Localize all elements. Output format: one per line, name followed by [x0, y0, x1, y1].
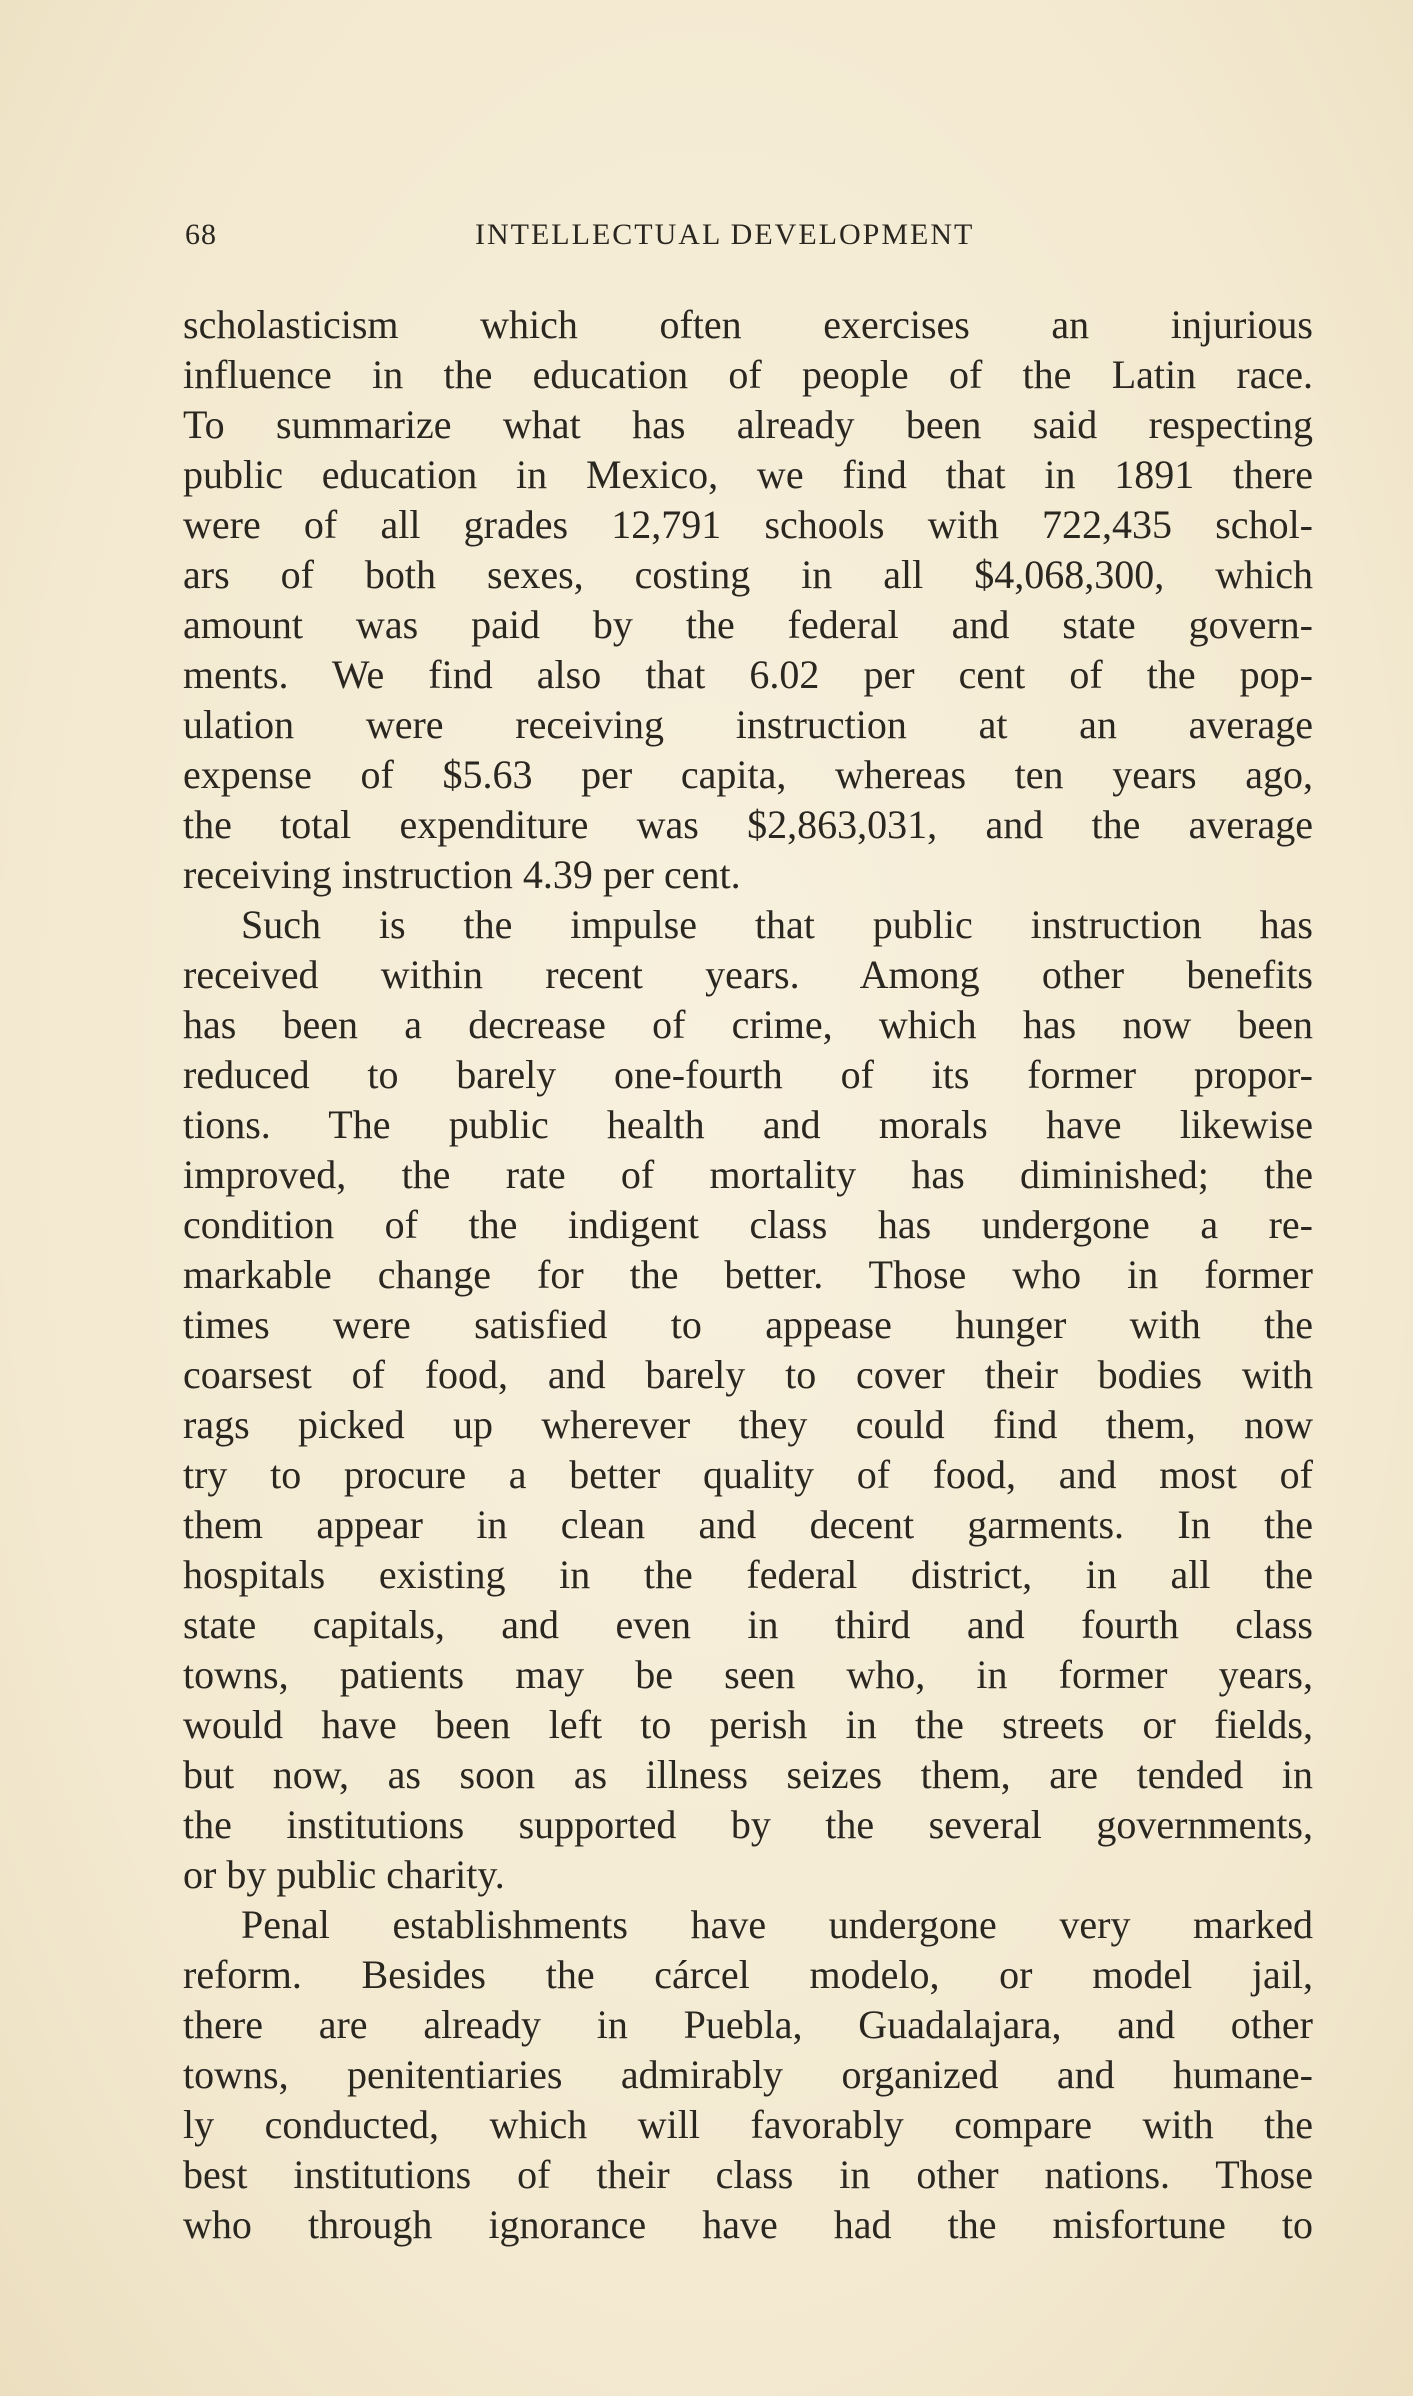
paragraph-end-line: receiving instruction 4.39 per cent.: [183, 852, 741, 897]
text-line: times were satisfied to appease hunger with the: [183, 1302, 1313, 1347]
text-line: who through ignorance have had the misfortune to: [183, 2202, 1313, 2247]
text-line: expense of $5.63 per capita, whereas ten years ago,: [183, 752, 1313, 797]
text-line: tions. The public health and morals have likewise: [183, 1102, 1313, 1147]
text-line: there are already in Puebla, Guadalajara, and other: [183, 2002, 1313, 2047]
text-line: towns, patients may be seen who, in former years,: [183, 1652, 1313, 1697]
text-line: ulation were receiving instruction at an average: [183, 702, 1313, 747]
text-line: To summarize what has already been said respecting: [183, 402, 1313, 447]
text-line: best institutions of their class in other nations. Those: [183, 2152, 1313, 2197]
text-line: would have been left to perish in the streets or fields,: [183, 1702, 1313, 1747]
text-line: rags picked up wherever they could find them, now: [183, 1402, 1313, 1447]
text-line: scholasticism which often exercises an injurious: [183, 302, 1313, 347]
text-line: the total expenditure was $2,863,031, and the average: [183, 802, 1313, 847]
text-line: the institutions supported by the several governments,: [183, 1802, 1313, 1847]
text-line: ments. We find also that 6.02 per cent of the pop-: [183, 652, 1313, 697]
text-line: reduced to barely one-fourth of its former propor-: [183, 1052, 1313, 1097]
paragraph-start-line: Such is the impulse that public instruction has: [241, 902, 1313, 947]
text-line: reform. Besides the cárcel modelo, or model jail,: [183, 1952, 1313, 1997]
body-text: [183, 300, 1313, 2250]
paragraph-end-line: or by public charity.: [183, 1852, 505, 1897]
text-line: state capitals, and even in third and fourth class: [183, 1602, 1313, 1647]
text-line: ars of both sexes, costing in all $4,068,300, which: [183, 552, 1313, 597]
text-line: improved, the rate of mortality has diminished; the: [183, 1152, 1313, 1197]
text-line: condition of the indigent class has undergone a re-: [183, 1202, 1313, 1247]
running-head: [185, 218, 1085, 258]
text-line: markable change for the better. Those who in former: [183, 1252, 1313, 1297]
text-line: influence in the education of people of the Latin race.: [183, 352, 1313, 397]
text-line: them appear in clean and decent garments. In the: [183, 1502, 1313, 1547]
page-number: 68: [185, 218, 217, 251]
text-line: try to procure a better quality of food, and most of: [183, 1452, 1313, 1497]
running-title: INTELLECTUAL DEVELOPMENT: [475, 218, 975, 251]
text-line: hospitals existing in the federal district, in all the: [183, 1552, 1313, 1597]
text-line: ly conducted, which will favorably compare with the: [183, 2102, 1313, 2147]
text-line: coarsest of food, and barely to cover their bodies with: [183, 1352, 1313, 1397]
text-line: but now, as soon as illness seizes them, are tended in: [183, 1752, 1313, 1797]
text-line: were of all grades 12,791 schools with 722,435 schol-: [183, 502, 1313, 547]
paragraph-start-line: Penal establishments have undergone very marked: [241, 1902, 1313, 1947]
text-line: has been a decrease of crime, which has now been: [183, 1002, 1313, 1047]
text-line: received within recent years. Among other benefits: [183, 952, 1313, 997]
text-line: towns, penitentiaries admirably organized and humane-: [183, 2052, 1313, 2097]
text-line: amount was paid by the federal and state govern-: [183, 602, 1313, 647]
text-line: public education in Mexico, we find that in 1891 there: [183, 452, 1313, 497]
